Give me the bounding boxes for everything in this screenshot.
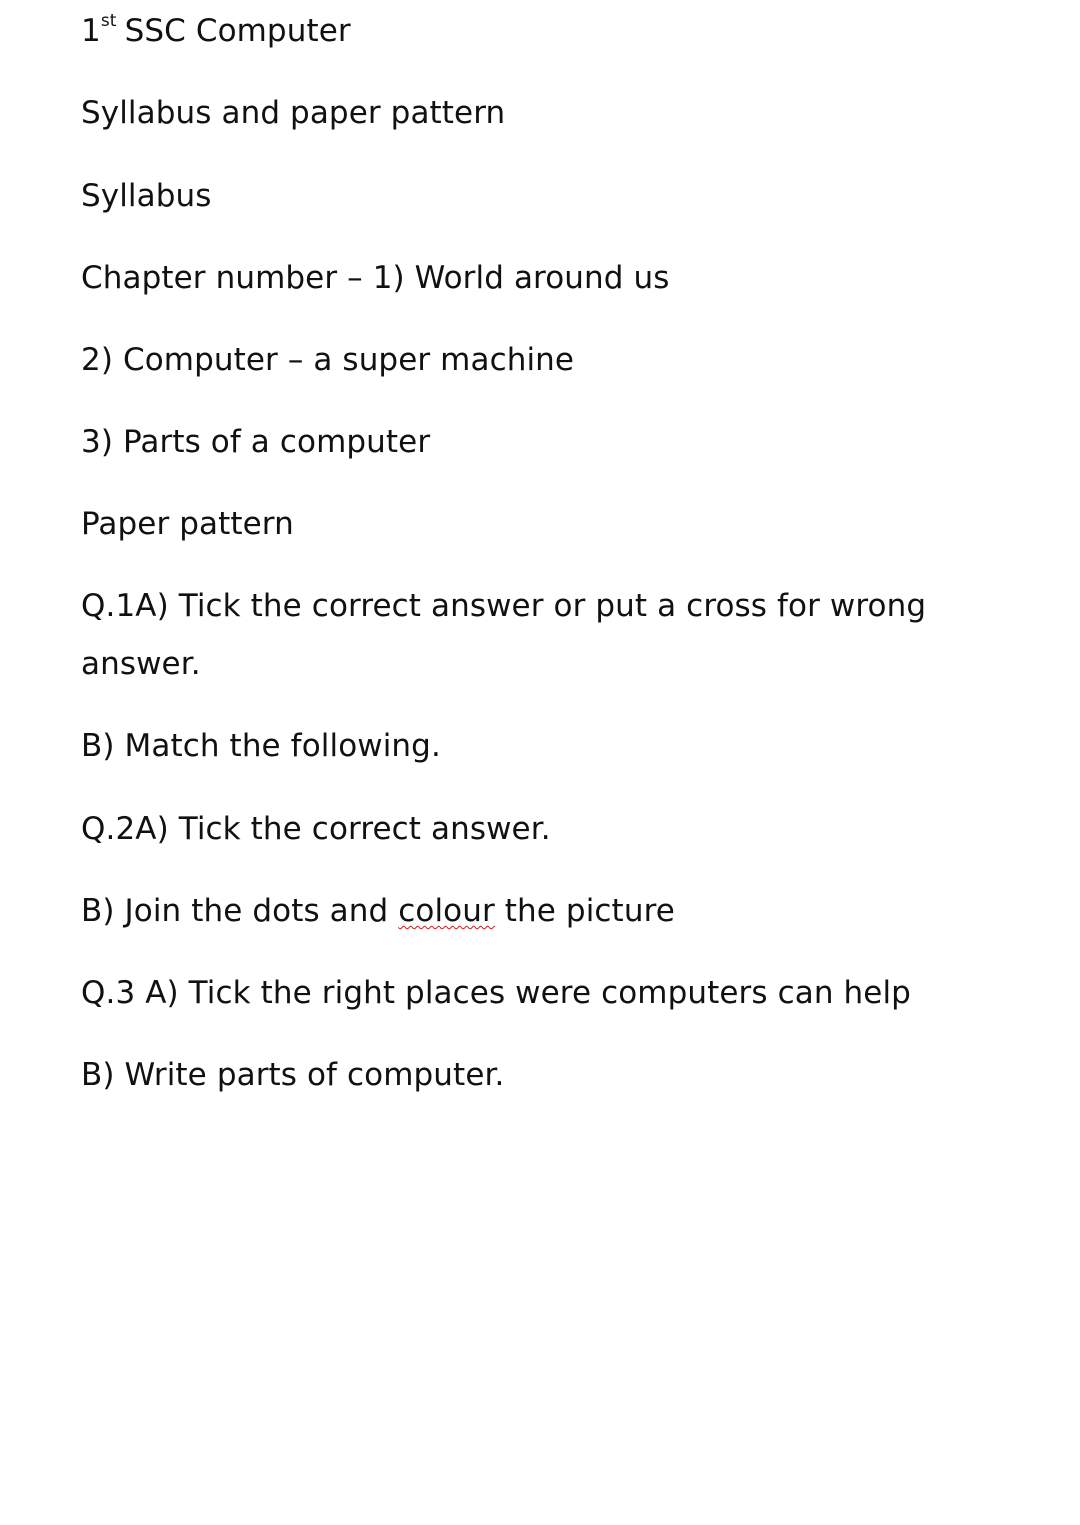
chapter-item-3: 3) Parts of a computer — [81, 424, 431, 460]
question-1b: B) Match the following. — [81, 728, 441, 764]
chapter-item-2: 2) Computer – a super machine — [81, 342, 575, 378]
question-2a: Q.2A) Tick the correct answer. — [81, 811, 551, 847]
question-1a-line-2: answer. — [81, 646, 201, 682]
question-3b: B) Write parts of computer. — [81, 1057, 505, 1093]
document-subtitle: Syllabus and paper pattern — [81, 95, 506, 131]
syllabus-heading: Syllabus — [81, 178, 212, 214]
title-superscript: st — [100, 10, 117, 31]
spellcheck-underlined-word[interactable]: colour — [398, 893, 495, 929]
title-rest: SSC Computer — [124, 13, 351, 49]
question-2b — [81, 891, 675, 931]
paper-pattern-heading: Paper pattern — [81, 506, 294, 542]
question-2b-text-after: the picture — [494, 893, 675, 929]
chapter-item-1: Chapter number – 1) World around us — [81, 260, 670, 296]
question-1a-line-1: Q.1A) Tick the correct answer or put a cross for wrong — [81, 588, 927, 624]
question-2b-text-before: B) Join the dots and — [81, 893, 399, 929]
document-title — [81, 11, 351, 51]
question-3a: Q.3 A) Tick the right places were computers can help — [81, 975, 911, 1011]
title-number: 1 — [81, 13, 101, 49]
